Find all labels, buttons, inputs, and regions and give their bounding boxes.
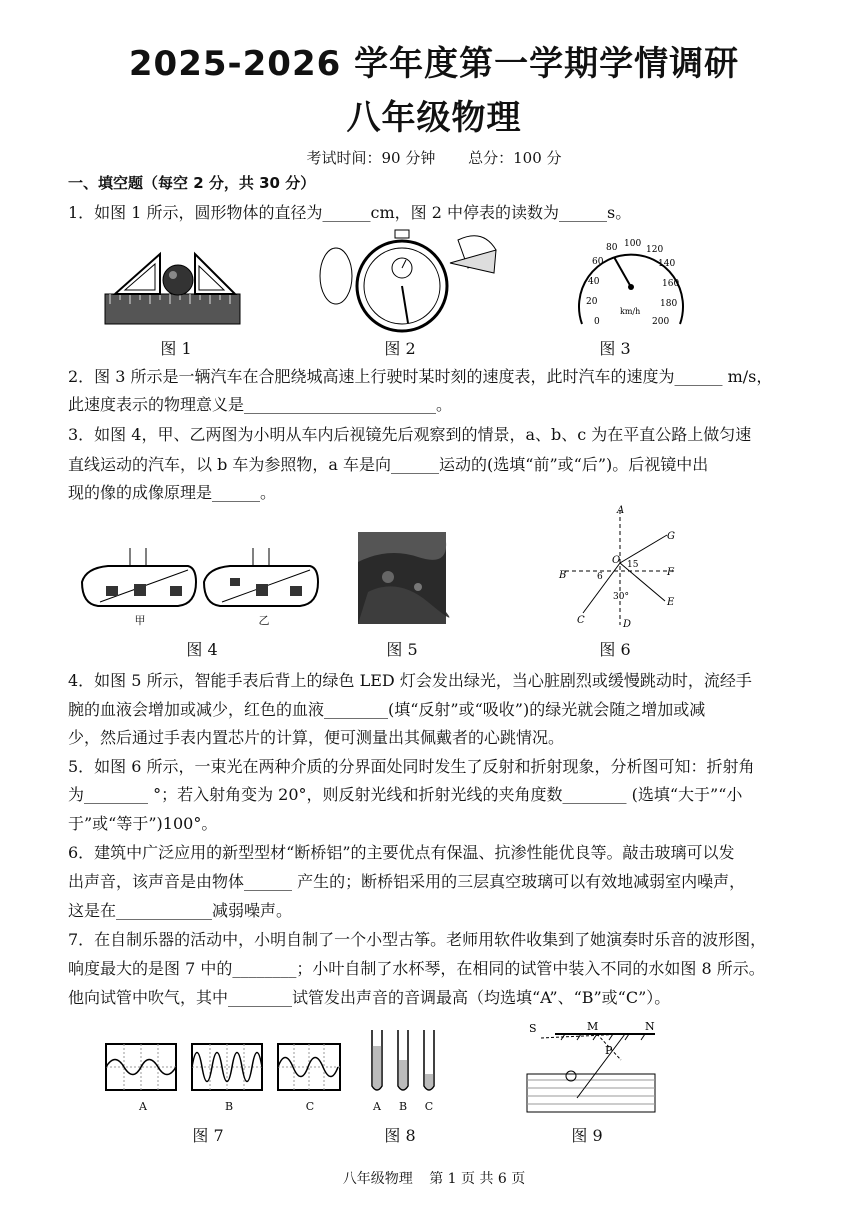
figure-2	[318, 228, 498, 328]
figure-8-label-b: B	[398, 1100, 408, 1113]
footer-subject: 八年级物理	[342, 1171, 413, 1187]
figure-5-caption: 图 5	[386, 640, 418, 659]
figure-4-label-yi: 乙	[258, 614, 270, 627]
figure-3	[572, 232, 690, 327]
fig3-tick-200: 200	[652, 317, 670, 327]
fig9-label-M: M	[587, 1020, 599, 1033]
figure-9-caption: 图 9	[571, 1126, 603, 1145]
question-6-line-1: 6．建筑中广泛应用的新型型材“断桥铝”的主要优点有保温、抗渗性能优良等。敲击玻璃可以发	[68, 843, 735, 862]
figure-4	[78, 548, 328, 610]
footer-page: 第 1 页 共 6 页	[429, 1171, 526, 1187]
question-2-line-1: 2．图 3 所示是一辆汽车在合肥绕城高速上行驶时某时刻的速度表，此时汽车的速度为______ m/s，	[68, 367, 773, 386]
question-5-line-3: 于”或“等于”)100°。	[68, 814, 218, 833]
fig3-tick-80: 80	[606, 243, 618, 253]
figure-7-label-b: B	[224, 1100, 234, 1113]
figure-1-caption: 图 1	[160, 339, 192, 358]
fig3-tick-0: 0	[594, 317, 600, 327]
question-4-line-1: 4．如图 5 所示，智能手表后背上的绿色 LED 灯会发出绿光，当心脏剧烈或缓慢跳动时，流经手	[68, 671, 752, 690]
question-4-line-2: 腕的血液会增加或减少，红色的血液________(填“反射”或“吸收”)的绿光就会随之增加或减	[68, 700, 706, 719]
question-5-line-1: 5．如图 6 所示，一束光在两种介质的分界面处同时发生了反射和折射现象，分析图可知：折射角	[68, 757, 755, 776]
figure-7-label-c: C	[305, 1100, 315, 1113]
section-heading: 一、填空题（每空 2 分，共 30 分）	[68, 174, 316, 192]
question-3-line-3: 现的像的成像原理是______。	[68, 483, 277, 502]
question-3-line-2: 直线运动的汽车，以 b 车为参照物，a 车是向______运动的(选填“前”或“后”)。后视镜中出	[68, 455, 709, 474]
fig6-label-G: G	[667, 531, 675, 542]
figure-5	[358, 532, 446, 624]
question-7-line-1: 7．在自制乐器的活动中，小明自制了一个小型古筝。老师用软件收集到了她演奏时乐音的波形图，	[68, 930, 767, 949]
fig3-tick-140: 140	[658, 259, 676, 269]
fig6-label-D: D	[623, 619, 632, 630]
figure-3-caption: 图 3	[599, 339, 631, 358]
fig6-angle-15: 15	[627, 560, 639, 570]
question-7-line-2: 响度最大的是图 7 中的________；小叶自制了水杯琴，在相同的试管中装入不同的水如图 8 所示。	[68, 959, 765, 978]
exam-subject: 八年级物理	[346, 98, 522, 138]
question-2-line-2: 此速度表示的物理意义是________________________。	[68, 395, 453, 414]
fig3-tick-20: 20	[586, 297, 598, 307]
fig3-tick-180: 180	[660, 299, 678, 309]
figure-1	[100, 242, 245, 330]
exam-meta	[0, 147, 868, 168]
fig3-unit: km/h	[620, 307, 641, 316]
total-score: 总分：100 分	[468, 149, 562, 167]
figure-8	[366, 1028, 446, 1098]
figure-2-caption: 图 2	[384, 339, 416, 358]
fig6-angle-6: 6	[597, 572, 603, 582]
question-5-line-2: 为________ °；若入射角变为 20°，则反射光线和折射光线的夹角度数________ (选填“大于”“小	[68, 785, 743, 804]
fig6-label-E: E	[667, 597, 675, 608]
fig3-tick-120: 120	[646, 245, 664, 255]
fig3-tick-100: 100	[624, 239, 642, 249]
figure-8-label-c: C	[424, 1100, 434, 1113]
figure-7-caption: 图 7	[192, 1126, 224, 1145]
question-3-line-1: 3．如图 4，甲、乙两图为小明从车内后视镜先后观察到的情景，a、b、c 为在平直公路上做匀速	[68, 425, 752, 444]
figure-6-caption: 图 6	[599, 640, 631, 659]
figure-8-label-a: A	[373, 1100, 381, 1113]
fig6-label-F: F	[667, 567, 674, 578]
fig3-tick-160: 160	[662, 279, 680, 289]
fig9-label-P: P	[605, 1044, 613, 1057]
fig3-tick-60: 60	[592, 257, 604, 267]
fig6-label-B: B	[559, 570, 567, 581]
fig6-label-C: C	[577, 615, 585, 626]
question-7-line-3: 他向试管中吹气，其中________试管发出声音的音调最高（均选填“A”、“B”或“C”）。	[68, 988, 671, 1007]
exam-time: 考试时间：90 分钟	[306, 149, 436, 167]
question-6-line-3: 这是在____________减弱噪声。	[68, 901, 293, 920]
page-footer	[0, 1168, 868, 1188]
figure-7-label-a: A	[139, 1100, 147, 1113]
fig6-angle-30: 30°	[613, 592, 629, 602]
figure-7	[104, 1040, 344, 1096]
figure-4-caption: 图 4	[186, 640, 218, 659]
fig9-label-N: N	[645, 1020, 655, 1033]
fig6-label-A: A	[617, 505, 625, 516]
question-1: 1．如图 1 所示，圆形物体的直径为______cm，图 2 中停表的读数为______s。	[68, 203, 632, 222]
fig6-label-O: O	[612, 555, 621, 566]
exam-title: 2025-2026 学年度第一学期学情调研	[128, 44, 740, 84]
figure-9	[525, 1020, 660, 1115]
figure-4-label-jia: 甲	[134, 614, 146, 627]
question-6-line-2: 出声音，该声音是由物体______ 产生的；断桥铝采用的三层真空玻璃可以有效地减弱室内噪声，	[68, 872, 746, 891]
fig3-tick-40: 40	[588, 277, 600, 287]
question-4-line-3: 少，然后通过手表内置芯片的计算，便可测量出其佩戴者的心跳情况。	[68, 728, 565, 747]
figure-8-caption: 图 8	[384, 1126, 416, 1145]
fig9-label-S: S	[529, 1022, 537, 1035]
figure-6	[555, 505, 685, 630]
